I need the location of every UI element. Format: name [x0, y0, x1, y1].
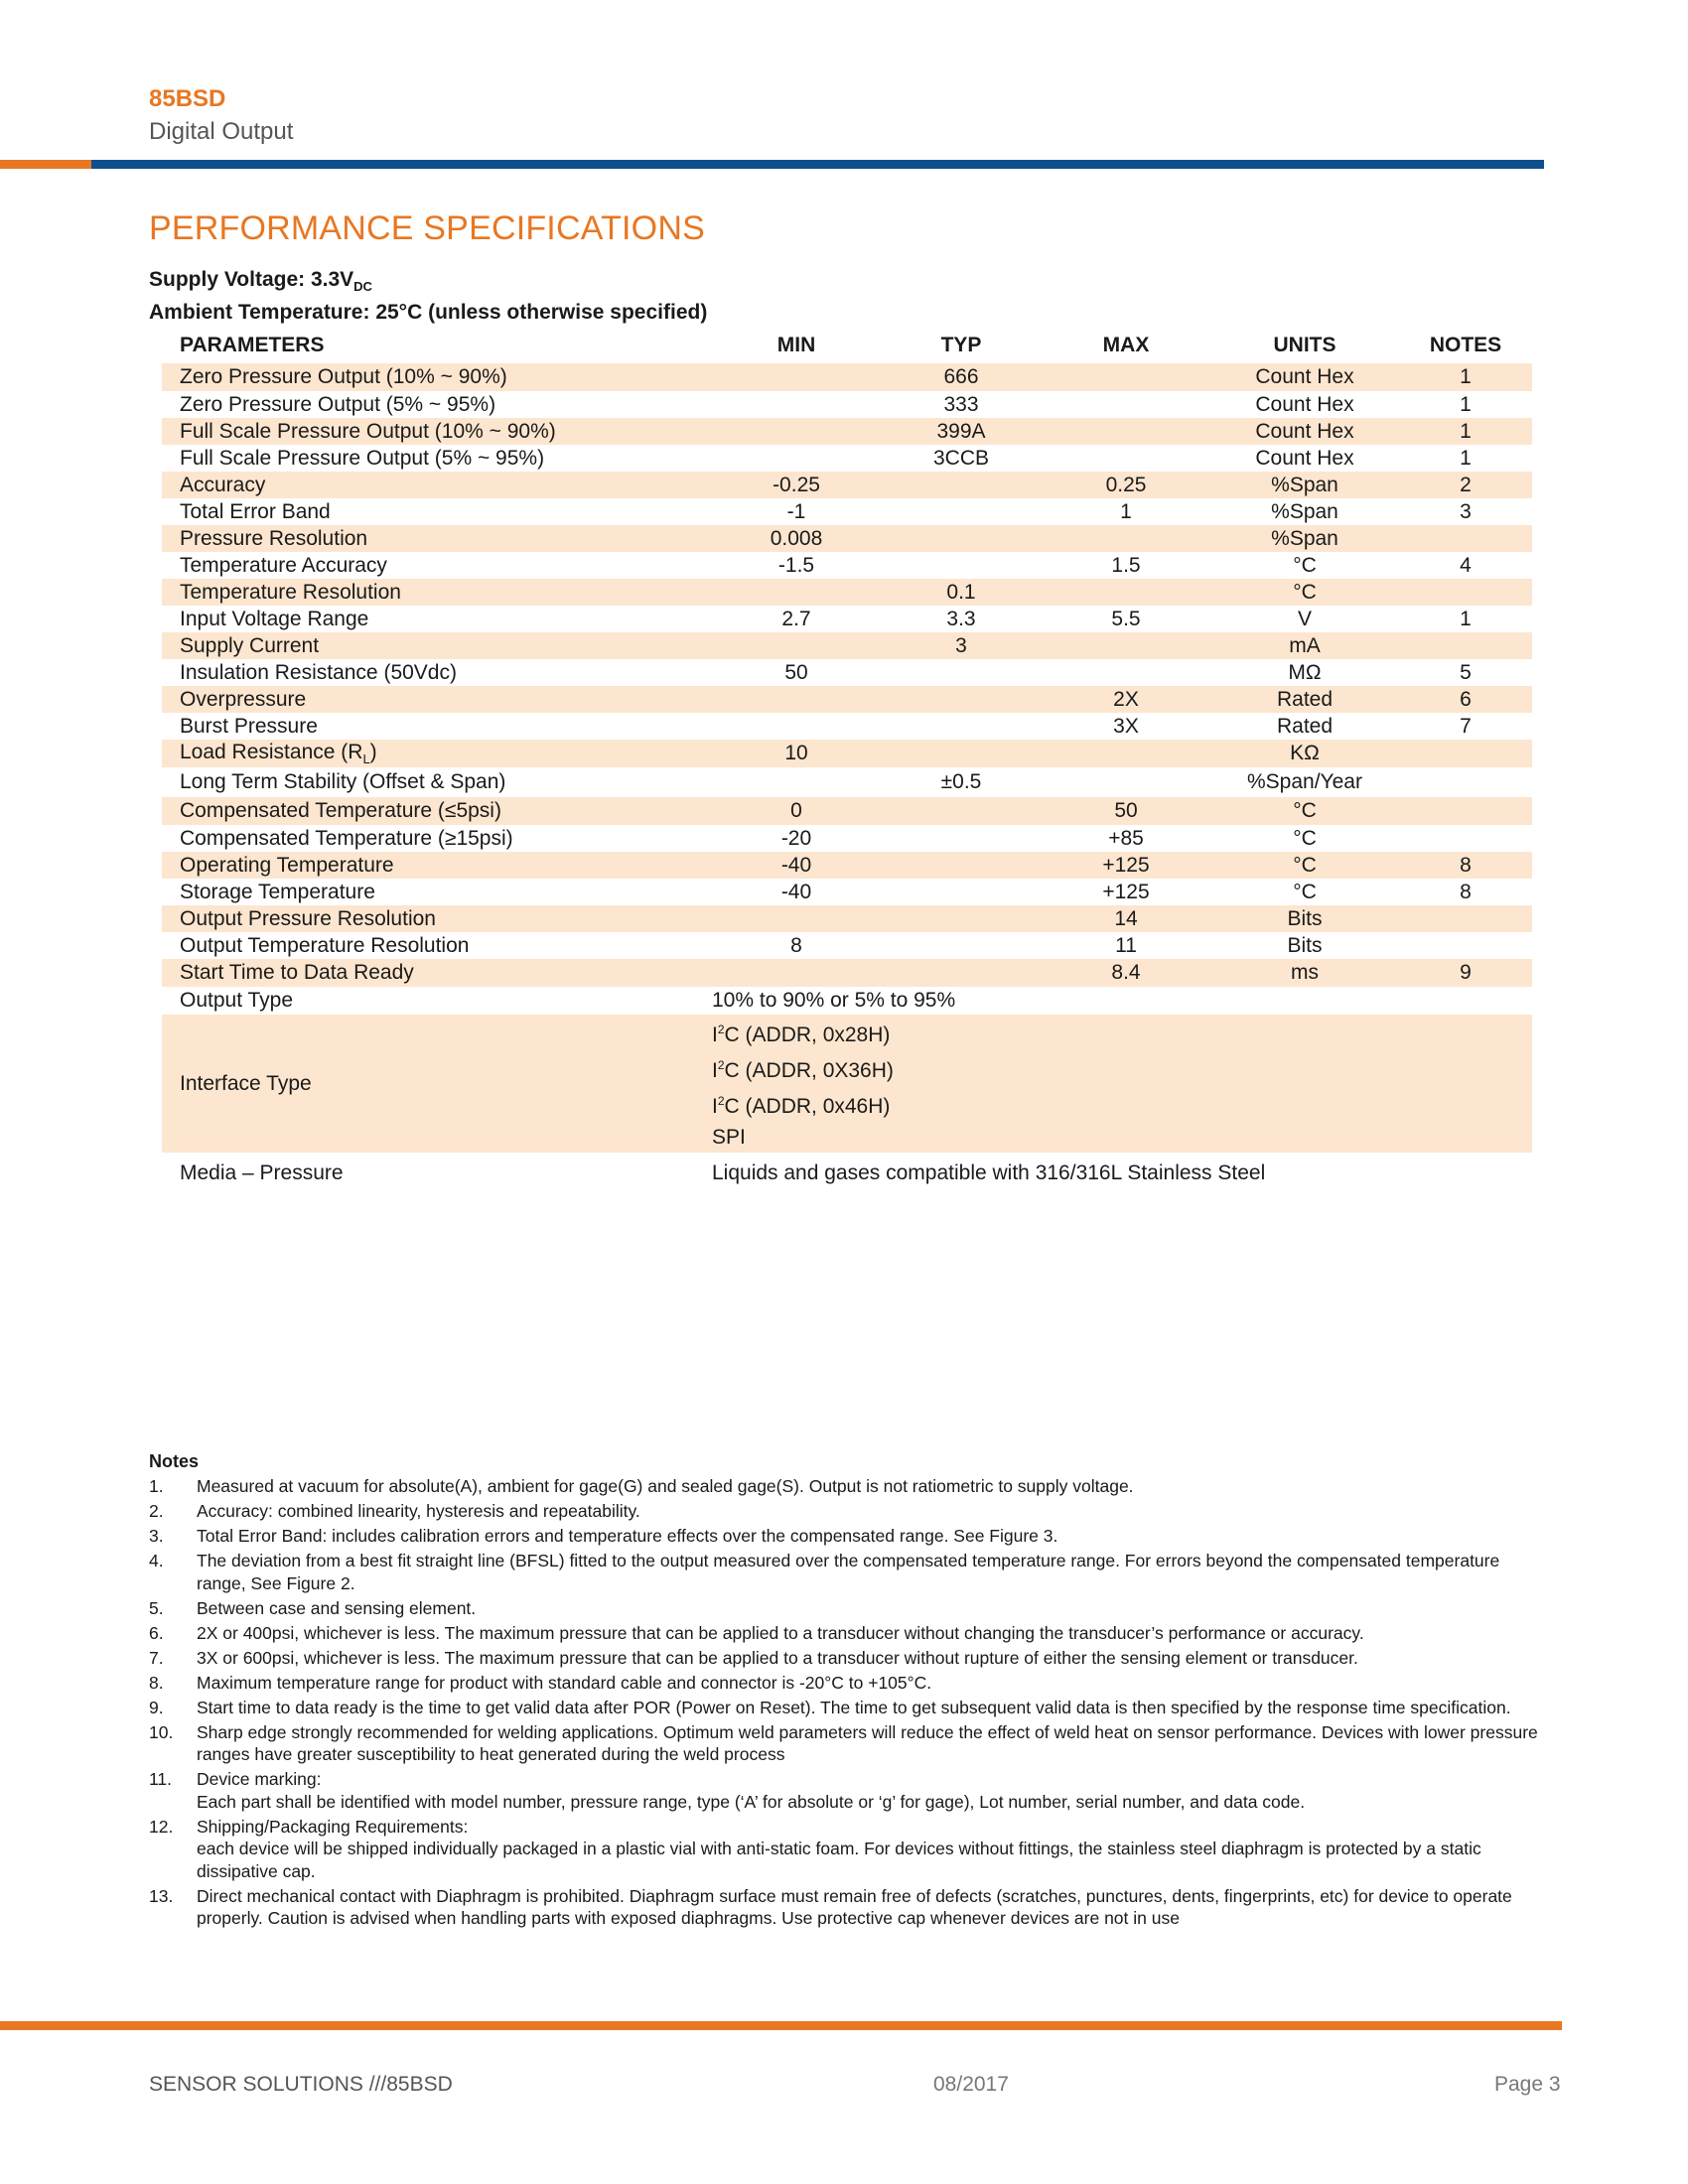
table-row: [162, 525, 1532, 552]
cell-max: 1.5: [1111, 553, 1141, 577]
cell-max: [1042, 740, 1210, 767]
note-line: Each part shall be identified with model number, pressure range, type (‘A’ for absolute or ‘g’ for gage), Lot number, serial number, and data code.: [197, 1791, 1306, 1812]
note-number: 9.: [149, 1697, 164, 1717]
note-item: [149, 1672, 1544, 1695]
cell-notes: 7: [1460, 714, 1472, 738]
supply-voltage-condition: Supply Voltage: $3.3V_{DC}$: [149, 268, 372, 295]
table-row: [162, 686, 1532, 713]
table-row: [162, 606, 1532, 632]
cell-units: Count Hex: [1210, 418, 1399, 445]
table-row: [162, 498, 1532, 525]
cell-min: 0.008: [712, 525, 881, 552]
cell-notes: 9: [1399, 959, 1532, 987]
cell-min: [712, 391, 881, 418]
table-row: [162, 879, 1532, 905]
section-title: PERFORMANCE SPECIFICATIONS: [149, 209, 705, 247]
cell-notes: 1: [1460, 607, 1472, 630]
cell-min: -20: [780, 826, 812, 850]
cell-max: [1042, 767, 1210, 797]
note-item: [149, 1500, 1544, 1523]
note-text: [197, 1597, 1544, 1620]
header-typ: TYP: [940, 334, 982, 356]
note-line: The deviation from a best fit straight line (BFSL) fitted to the output measured over the compensated temperature range. For errors beyond the compensated temperature range, See Figure 2.: [197, 1551, 1500, 1593]
cell-typ: [881, 552, 1042, 579]
table-row: [162, 579, 1532, 606]
cell-typ: 0.1: [881, 579, 1042, 606]
note-text: [197, 1816, 1544, 1883]
note-line: Measured at vacuum for absolute(A), ambient for gage(G) and sealed gage(S). Output is not ratiometric to supply voltage.: [197, 1476, 1134, 1496]
cell-notes: 5: [1460, 660, 1472, 684]
ambient-temperature-condition: Ambient Temperature: 25°C (unless otherwise specified): [149, 301, 708, 324]
cell-max: [1042, 579, 1210, 606]
cell-min: [712, 959, 881, 987]
note-item: [149, 1885, 1544, 1930]
notes-list: [149, 1475, 1544, 1932]
cell-param: Load Resistance $(R_L)$: [162, 740, 712, 767]
cell-notes: 1: [1399, 418, 1532, 445]
cell-notes: 3: [1460, 499, 1472, 523]
cell-units: Bits: [1287, 933, 1323, 957]
cell-typ: [881, 686, 1042, 713]
cell-max: [1042, 418, 1210, 445]
header-parameters: PARAMETERS: [180, 334, 325, 356]
cell-param: Operating Temperature: [162, 852, 712, 879]
cell-min: -1: [786, 499, 806, 523]
table-row: [162, 632, 1532, 659]
table-header-row: [162, 328, 1532, 363]
note-item: [149, 1721, 1544, 1766]
note-text: [197, 1622, 1544, 1645]
interface-type-label: Interface Type: [162, 1015, 712, 1153]
output-type-value: 10% to 90% or 5% to 95%: [712, 989, 956, 1012]
table-row: [162, 363, 1532, 391]
cell-param: Accuracy: [162, 472, 712, 498]
cell-units: %Span: [1271, 499, 1338, 523]
cell-typ: 333: [943, 392, 979, 416]
cell-units: %Span: [1210, 525, 1399, 552]
header-min: MIN: [776, 334, 816, 356]
cell-units: °C: [1293, 826, 1317, 850]
cell-units: Bits: [1210, 905, 1399, 932]
interface-option-i2c: $I^2C$ (ADDR, 0x28H): [712, 1023, 891, 1046]
cell-typ: [881, 713, 1042, 740]
note-number: 10.: [149, 1721, 174, 1742]
note-number: 8.: [149, 1672, 164, 1693]
cell-typ: [881, 825, 1042, 852]
table-row: [162, 1015, 1532, 1153]
note-number: 6.: [149, 1622, 164, 1643]
cell-param: Compensated Temperature (≥15psi): [180, 826, 513, 850]
cell-min: 8: [790, 933, 802, 957]
footer-company: SENSOR SOLUTIONS ///85BSD: [149, 2073, 453, 2096]
cell-param: Burst Pressure: [180, 714, 318, 738]
cell-notes: 4: [1460, 553, 1472, 577]
interface-option-i2c: $I^2C$ (ADDR, 0x46H): [712, 1094, 891, 1118]
cell-notes: 2: [1399, 472, 1532, 498]
table-row: [162, 659, 1532, 686]
cell-units: KΩ: [1210, 740, 1399, 767]
footer-accent-bar: [0, 2021, 1562, 2030]
cell-notes: 6: [1399, 686, 1532, 713]
cell-param: Insulation Resistance (50Vdc): [180, 660, 457, 684]
table-row: [162, 1153, 1532, 1194]
header-max: MAX: [1102, 334, 1150, 356]
note-item: [149, 1697, 1544, 1719]
note-line: each device will be shipped individually packaged in a plastic vial with anti-static foam. For devices without fittings, the stainless steel diaphragm is protected by a static dissipative cap.: [197, 1839, 1481, 1881]
cell-max: 50: [1042, 797, 1210, 825]
note-text: [197, 1672, 1544, 1695]
cell-min: [712, 686, 881, 713]
cell-max: 11: [1115, 933, 1137, 957]
cell-max: 5.5: [1111, 607, 1141, 630]
interface-option-i2c: $I^2C$ (ADDR, 0X36H): [712, 1058, 894, 1082]
cell-min: [712, 363, 881, 391]
cell-typ: [881, 525, 1042, 552]
media-value: Liquids and gases compatible with 316/316L Stainless Steel: [712, 1161, 1266, 1184]
table-row: [162, 797, 1532, 825]
cell-typ: [881, 932, 1042, 959]
cell-typ: [881, 498, 1042, 525]
note-item: [149, 1816, 1544, 1883]
performance-spec-table: [162, 328, 1532, 1194]
note-number: 13.: [149, 1885, 174, 1906]
cell-units: Count Hex: [1210, 363, 1399, 391]
note-line: Start time to data ready is the time to get valid data after POR (Power on Reset). The time to get subsequent valid data is then specified by the response time specification.: [197, 1697, 1511, 1717]
cell-min: -1.5: [777, 553, 815, 577]
cell-units: %Span/Year: [1247, 770, 1362, 793]
cell-units: mA: [1210, 632, 1399, 659]
cell-units: °C: [1210, 579, 1399, 606]
note-line: Shipping/Packaging Requirements:: [197, 1816, 469, 1837]
table-row: [162, 740, 1532, 767]
cell-param: Overpressure: [162, 686, 712, 713]
cell-units: Count Hex: [1255, 446, 1354, 470]
note-text: [197, 1500, 1544, 1523]
note-line: Device marking:: [197, 1769, 322, 1789]
cell-notes: 8: [1460, 880, 1472, 903]
cell-typ: [881, 659, 1042, 686]
cell-param: Zero Pressure Output (5% ~ 95%): [180, 392, 496, 416]
cell-units: °C: [1293, 553, 1317, 577]
interface-type-values: [712, 1015, 1532, 1153]
cell-max: 14: [1042, 905, 1210, 932]
cell-notes: [1399, 525, 1532, 552]
cell-typ: [881, 959, 1042, 987]
header-units: UNITS: [1273, 334, 1336, 356]
table-row: [162, 552, 1532, 579]
note-item: [149, 1550, 1544, 1594]
cell-typ: 3: [881, 632, 1042, 659]
cell-param: Output Pressure Resolution: [162, 905, 712, 932]
cell-min: 10: [712, 740, 881, 767]
cell-typ: [881, 905, 1042, 932]
cell-units: °C: [1210, 852, 1399, 879]
cell-min: [712, 767, 881, 797]
cell-max: 3X: [1113, 714, 1139, 738]
cell-max: [1042, 525, 1210, 552]
cell-param: Pressure Resolution: [162, 525, 712, 552]
cell-param: Compensated Temperature (≤5psi): [162, 797, 712, 825]
table-row: [162, 391, 1532, 418]
cell-param: Long Term Stability (Offset & Span): [180, 770, 506, 793]
note-number: 5.: [149, 1597, 164, 1618]
cell-param: Storage Temperature: [180, 880, 375, 903]
cell-typ: 3CCB: [932, 446, 990, 470]
cell-param: Input Voltage Range: [180, 607, 369, 630]
table-row: [162, 418, 1532, 445]
cell-notes: [1399, 825, 1532, 852]
cell-param: Temperature Resolution: [162, 579, 712, 606]
header-notes: NOTES: [1429, 334, 1502, 356]
cell-units: MΩ: [1288, 660, 1322, 684]
output-type-label: Output Type: [180, 989, 294, 1012]
note-item: [149, 1525, 1544, 1548]
cell-notes: 1: [1460, 446, 1472, 470]
note-item: [149, 1597, 1544, 1620]
cell-max: +125: [1102, 880, 1150, 903]
note-text: [197, 1768, 1544, 1813]
cell-max: [1042, 632, 1210, 659]
note-text: [197, 1697, 1544, 1719]
cell-param: Zero Pressure Output (10% ~ 90%): [162, 363, 712, 391]
footer-page-number: Page 3: [1494, 2073, 1561, 2096]
cell-max: [1042, 659, 1210, 686]
cell-min: 0: [712, 797, 881, 825]
table-row: [162, 852, 1532, 879]
table-row: [162, 932, 1532, 959]
cell-typ: [881, 879, 1042, 905]
note-line: Between case and sensing element.: [197, 1597, 477, 1618]
cell-typ: [881, 740, 1042, 767]
table-row: [162, 767, 1532, 797]
media-label: Media – Pressure: [180, 1161, 344, 1184]
cell-notes: 1: [1460, 392, 1472, 416]
table-row: [162, 987, 1532, 1015]
note-number: 12.: [149, 1816, 174, 1837]
table-row: [162, 472, 1532, 498]
cell-param: Output Temperature Resolution: [180, 933, 470, 957]
cell-min: [712, 418, 881, 445]
header-model: 85BSD: [149, 85, 226, 112]
cell-param: Supply Current: [162, 632, 712, 659]
cell-units: Rated: [1276, 714, 1334, 738]
table-row: [162, 713, 1532, 740]
note-item: [149, 1768, 1544, 1813]
cell-typ: [881, 852, 1042, 879]
cell-units: Count Hex: [1255, 392, 1354, 416]
note-number: 11.: [149, 1769, 173, 1789]
cell-param: Full Scale Pressure Output (10% ~ 90%): [162, 418, 712, 445]
cell-notes: [1399, 932, 1532, 959]
cell-min: [712, 905, 881, 932]
note-text: [197, 1475, 1544, 1498]
footer-date: 08/2017: [933, 2073, 1009, 2096]
note-item: [149, 1647, 1544, 1670]
note-line: Maximum temperature range for product with standard cable and connector is -20°C to +105°C.: [197, 1672, 932, 1693]
cell-notes: [1399, 797, 1532, 825]
header-accent-bar-blue: [91, 160, 1544, 169]
cell-min: -40: [780, 880, 812, 903]
cell-max: +125: [1042, 852, 1210, 879]
cell-min: [712, 632, 881, 659]
note-line: 2X or 400psi, whichever is less. The maximum pressure that can be applied to a transducer without changing the transducer’s performance or accuracy.: [197, 1622, 1364, 1643]
cell-notes: [1399, 579, 1532, 606]
cell-units: °C: [1210, 797, 1399, 825]
cell-typ: 666: [881, 363, 1042, 391]
cell-typ: ±0.5: [940, 770, 982, 793]
cell-min: [712, 445, 881, 472]
cell-min: 2.7: [781, 607, 811, 630]
cell-param: Total Error Band: [180, 499, 331, 523]
cell-units: %Span: [1210, 472, 1399, 498]
table-row: [162, 825, 1532, 852]
cell-min: 50: [784, 660, 808, 684]
cell-typ: [881, 797, 1042, 825]
note-line: Direct mechanical contact with Diaphragm is prohibited. Diaphragm surface must remain free of defects (scratches, punctures, dents, fingerprints, etc) for device to operate properly. Caution is advised when handling parts with exposed diaphragms. Use protective cap whenever devices are not in use: [197, 1885, 1512, 1928]
note-number: 1.: [149, 1476, 164, 1496]
note-number: 2.: [149, 1501, 164, 1521]
note-text: [197, 1885, 1544, 1930]
table-row: [162, 905, 1532, 932]
note-line: Sharp edge strongly recommended for welding applications. Optimum weld parameters will reduce the effect of weld heat on sensor performance. Devices with lower pressure ranges have greater susceptibility to heat generated during the weld process: [197, 1721, 1538, 1764]
cell-units: ms: [1210, 959, 1399, 987]
cell-max: 1: [1120, 499, 1132, 523]
notes-title: Notes: [149, 1451, 200, 1471]
cell-notes: [1399, 767, 1532, 797]
note-line: Total Error Band: includes calibration errors and temperature effects over the compensated range. See Figure 3.: [197, 1526, 1058, 1546]
note-item: [149, 1475, 1544, 1498]
note-number: 4.: [149, 1551, 164, 1570]
cell-max: +85: [1108, 826, 1144, 850]
note-item: [149, 1622, 1544, 1645]
cell-min: -40: [712, 852, 881, 879]
cell-notes: [1399, 905, 1532, 932]
cell-notes: [1399, 632, 1532, 659]
cell-notes: 1: [1399, 363, 1532, 391]
note-line: Accuracy: combined linearity, hysteresis and repeatability.: [197, 1501, 640, 1521]
note-text: [197, 1721, 1544, 1766]
table-row: [162, 445, 1532, 472]
cell-typ: [881, 472, 1042, 498]
cell-max: 2X: [1042, 686, 1210, 713]
cell-units: °C: [1293, 880, 1317, 903]
cell-max: 0.25: [1042, 472, 1210, 498]
header-subtitle: Digital Output: [149, 118, 294, 145]
note-line: 3X or 600psi, whichever is less. The maximum pressure that can be applied to a transducer without rupture of either the sensing element or transducer.: [197, 1647, 1358, 1668]
cell-param: Start Time to Data Ready: [162, 959, 712, 987]
cell-max: [1042, 391, 1210, 418]
cell-typ: 399A: [881, 418, 1042, 445]
interface-option-spi: SPI: [712, 1126, 746, 1149]
cell-units: V: [1297, 607, 1312, 630]
cell-max: [1042, 363, 1210, 391]
cell-min: [712, 713, 881, 740]
note-text: [197, 1525, 1544, 1548]
cell-min: [712, 579, 881, 606]
cell-min: -0.25: [712, 472, 881, 498]
note-number: 3.: [149, 1526, 164, 1546]
cell-typ: 3.3: [946, 607, 976, 630]
cell-param: Temperature Accuracy: [180, 553, 387, 577]
header-accent-bar-orange: [0, 160, 91, 169]
note-text: [197, 1647, 1544, 1670]
table-row: [162, 959, 1532, 987]
cell-notes: 8: [1399, 852, 1532, 879]
cell-max: 8.4: [1042, 959, 1210, 987]
note-number: 7.: [149, 1647, 164, 1668]
cell-param: Full Scale Pressure Output (5% ~ 95%): [180, 446, 545, 470]
cell-max: [1042, 445, 1210, 472]
note-text: [197, 1550, 1544, 1594]
cell-units: Rated: [1210, 686, 1399, 713]
cell-notes: [1399, 740, 1532, 767]
